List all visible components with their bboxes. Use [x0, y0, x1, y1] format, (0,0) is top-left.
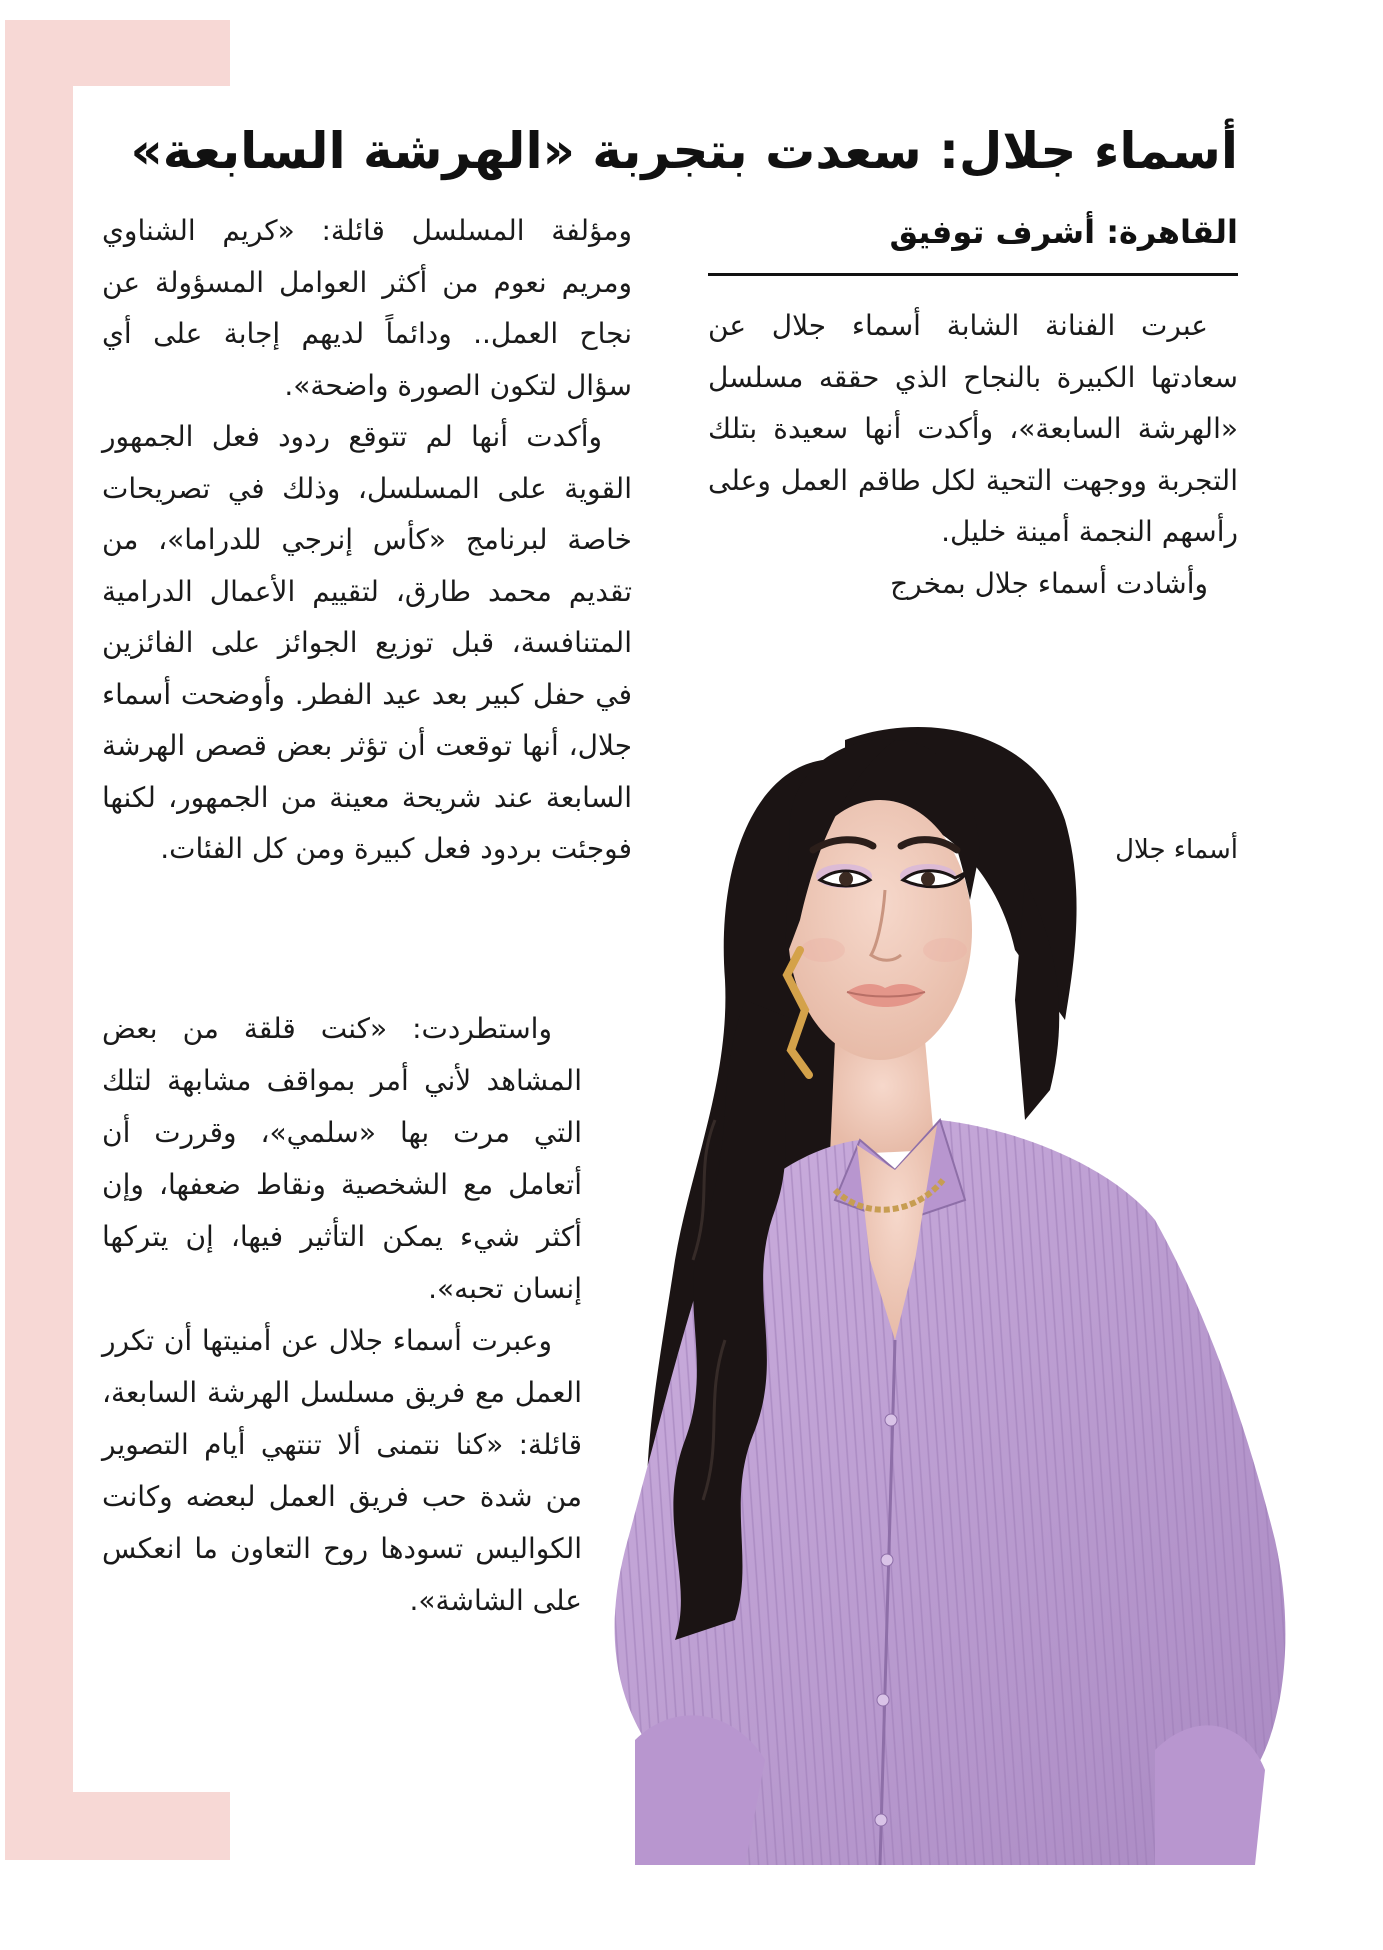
article-paragraph: وعبرت أسماء جلال عن أمنيتها أن تكرر العمل مع فريق مسلسل الهرشة السابعة، قائلة: «كنا نتمنى ألا تنتهي أيام التصوير من شدة حب فريق العمل لبعضه وكانت الكواليس تسودها روح التعاون ما انعكس على الشاشة».: [102, 1324, 582, 1617]
article-column-left-bottom: [102, 1003, 582, 1627]
article-column-right: [708, 300, 1238, 609]
article-byline: القاهرة: أشرف توفيق: [889, 213, 1238, 251]
article-column-left-top: [102, 205, 632, 875]
decorative-pink-frame-bottom: [5, 1792, 230, 1860]
decorative-pink-frame-top: [5, 20, 230, 86]
article-paragraph: وأشادت أسماء جلال بمخرج: [890, 566, 1208, 600]
article-paragraph: واستطردت: «كنت قلقة من بعض المشاهد لأني أمر بمواقف مشابهة لتلك التي مرت بها «سلمي»، وقررت أن أتعامل مع الشخصية ونقاط ضعفها، وإن أكثر شيء يمكن التأثير فيها، إن يتركها إنسان تحبه».: [102, 1012, 582, 1305]
article-paragraph: وأكدت أنها لم تتوقع ردود فعل الجمهور القوية على المسلسل، وذلك في تصريحات خاصة لبرنامج «كأس إنرجي للدراما»، من تقديم محمد طارق، لتقييم الأعمال الدرامية المتنافسة، قبل توزيع الجوائز على الفائزين في حفل كبير بعد عيد الفطر. وأوضحت أسماء جلال، أنها توقعت أن تؤثر بعض قصص الهرشة السابعة عند شريحة معينة من الجمهور، لكنها فوجئت بردود فعل كبيرة ومن كل الفئات.: [102, 420, 632, 865]
portrait-illustration: [595, 700, 1340, 1865]
decorative-pink-frame-left: [5, 20, 73, 1860]
article-headline: أسماء جلال: سعدت بتجربة «الهرشة السابعة»: [130, 122, 1238, 180]
byline-divider: [708, 273, 1238, 276]
photo-caption: أسماء جلال: [1115, 835, 1238, 865]
article-paragraph: عبرت الفنانة الشابة أسماء جلال عن سعادتها الكبيرة بالنجاح الذي حققه مسلسل «الهرشة السابعة»، وأكدت أنها سعيدة بتلك التجربة ووجهت التحية لكل طاقم العمل وعلى رأسهم النجمة أمينة خليل.: [708, 309, 1238, 548]
article-paragraph: ومؤلفة المسلسل قائلة: «كريم الشناوي ومريم نعوم من أكثر العوامل المسؤولة عن نجاح العمل.. ودائماً لديهم إجابة على أي سؤال لتكون الصورة واضحة».: [102, 214, 632, 402]
portrait-photo: [595, 700, 1340, 1865]
